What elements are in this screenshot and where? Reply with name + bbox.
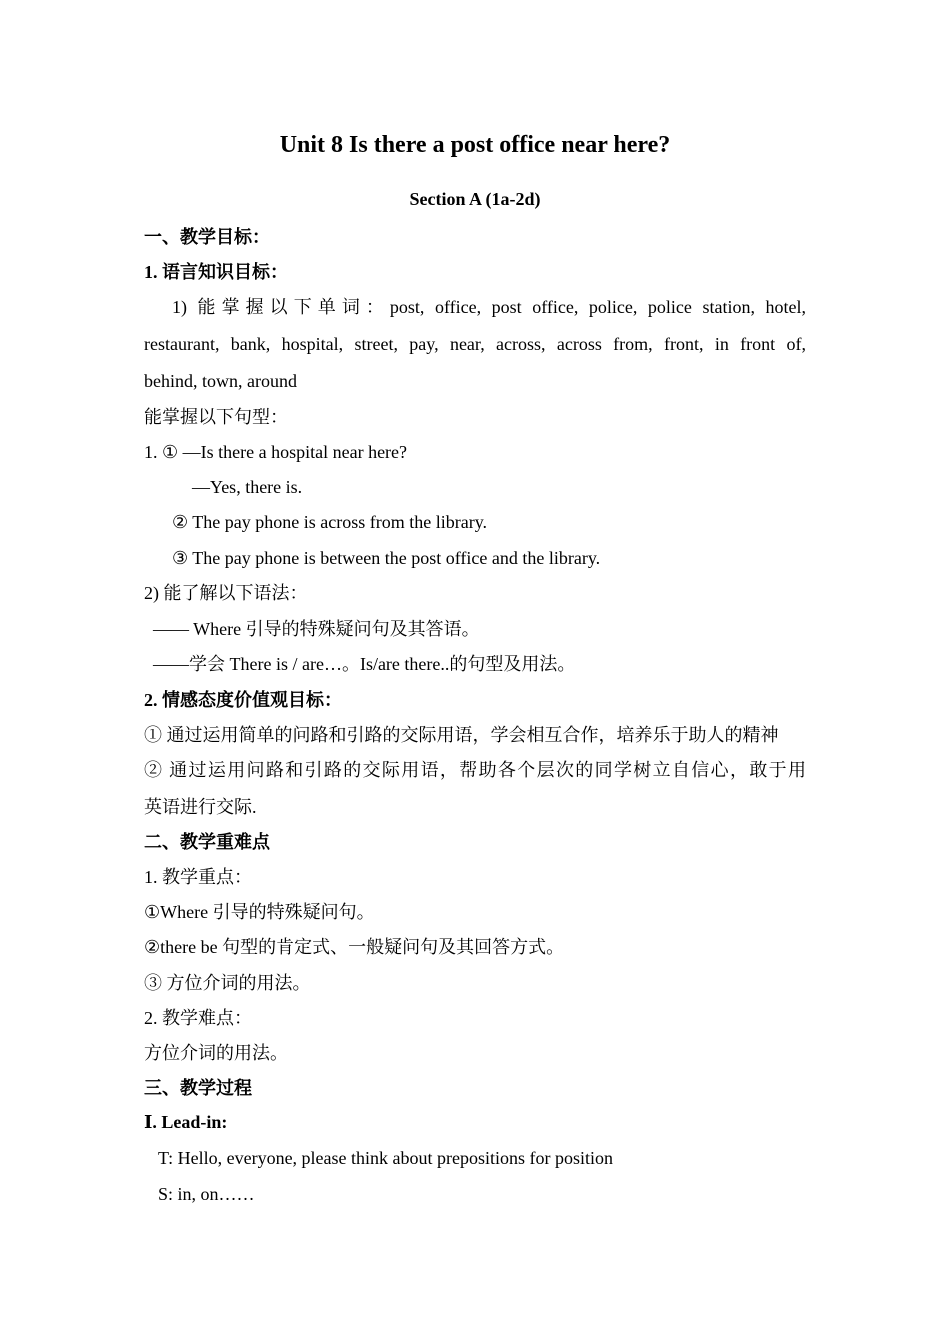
difficult-point-1: 方位介词的用法。 bbox=[144, 1043, 288, 1063]
section-subtitle: Section A (1a-2d) bbox=[409, 189, 541, 209]
vocab-line-1: 1) 能掌握以下单词：post, office, post office, police, police station, hotel, bbox=[172, 297, 806, 317]
emotional-goal-2-cont: 英语进行交际. bbox=[144, 797, 257, 817]
heading-teaching-process: 三、教学过程 bbox=[144, 1078, 252, 1098]
pattern-3: ③ The pay phone is between the post office and the library. bbox=[172, 548, 601, 568]
vocab-line-2: restaurant, bank, hospital, street, pay, near, across, across from, front, in front of, bbox=[144, 334, 806, 354]
emotional-goal-2: ② 通过运用问路和引路的交际用语，帮助各个层次的同学树立自信心，敢于用 bbox=[144, 760, 806, 780]
key-point-2: ②there be 句型的肯定式、一般疑问句及其回答方式。 bbox=[144, 937, 565, 957]
heading-key-points: 二、教学重难点 bbox=[144, 832, 270, 852]
document-title: Unit 8 Is there a post office near here? bbox=[279, 132, 671, 158]
key-points-label: 1. 教学重点： bbox=[144, 867, 252, 887]
lead-in-heading: Ⅰ. Lead-in: bbox=[144, 1112, 228, 1132]
emotional-goal-1: ① 通过运用简单的问路和引路的交际用语，学会相互合作，培养乐于助人的精神 bbox=[144, 725, 779, 745]
pattern-1-answer: —Yes, there is. bbox=[192, 477, 303, 497]
pattern-1-question: 1. ① —Is there a hospital near here? bbox=[144, 442, 408, 462]
sentence-patterns-label: 能掌握以下句型： bbox=[144, 407, 288, 427]
heading-teaching-goals: 一、教学目标： bbox=[144, 227, 270, 247]
student-line: S: in, on…… bbox=[158, 1184, 255, 1204]
teacher-line: T: Hello, everyone, please think about prepositions for position bbox=[158, 1148, 614, 1168]
grammar-item-2: ——学会 There is / are…。Is/are there..的句型及用法。 bbox=[153, 654, 576, 674]
grammar-item-1: —— Where 引导的特殊疑问句及其答语。 bbox=[153, 619, 480, 639]
difficult-points-label: 2. 教学难点： bbox=[144, 1008, 252, 1028]
key-point-3: ③ 方位介词的用法。 bbox=[144, 973, 311, 993]
grammar-label: 2) 能了解以下语法： bbox=[144, 583, 308, 603]
heading-language-knowledge: 1. 语言知识目标： bbox=[144, 262, 288, 282]
heading-emotional-goals: 2. 情感态度价值观目标： bbox=[144, 690, 342, 710]
vocab-line-3: behind, town, around bbox=[144, 371, 297, 391]
key-point-1: ①Where 引导的特殊疑问句。 bbox=[144, 902, 375, 922]
pattern-2: ② The pay phone is across from the library. bbox=[172, 512, 488, 532]
